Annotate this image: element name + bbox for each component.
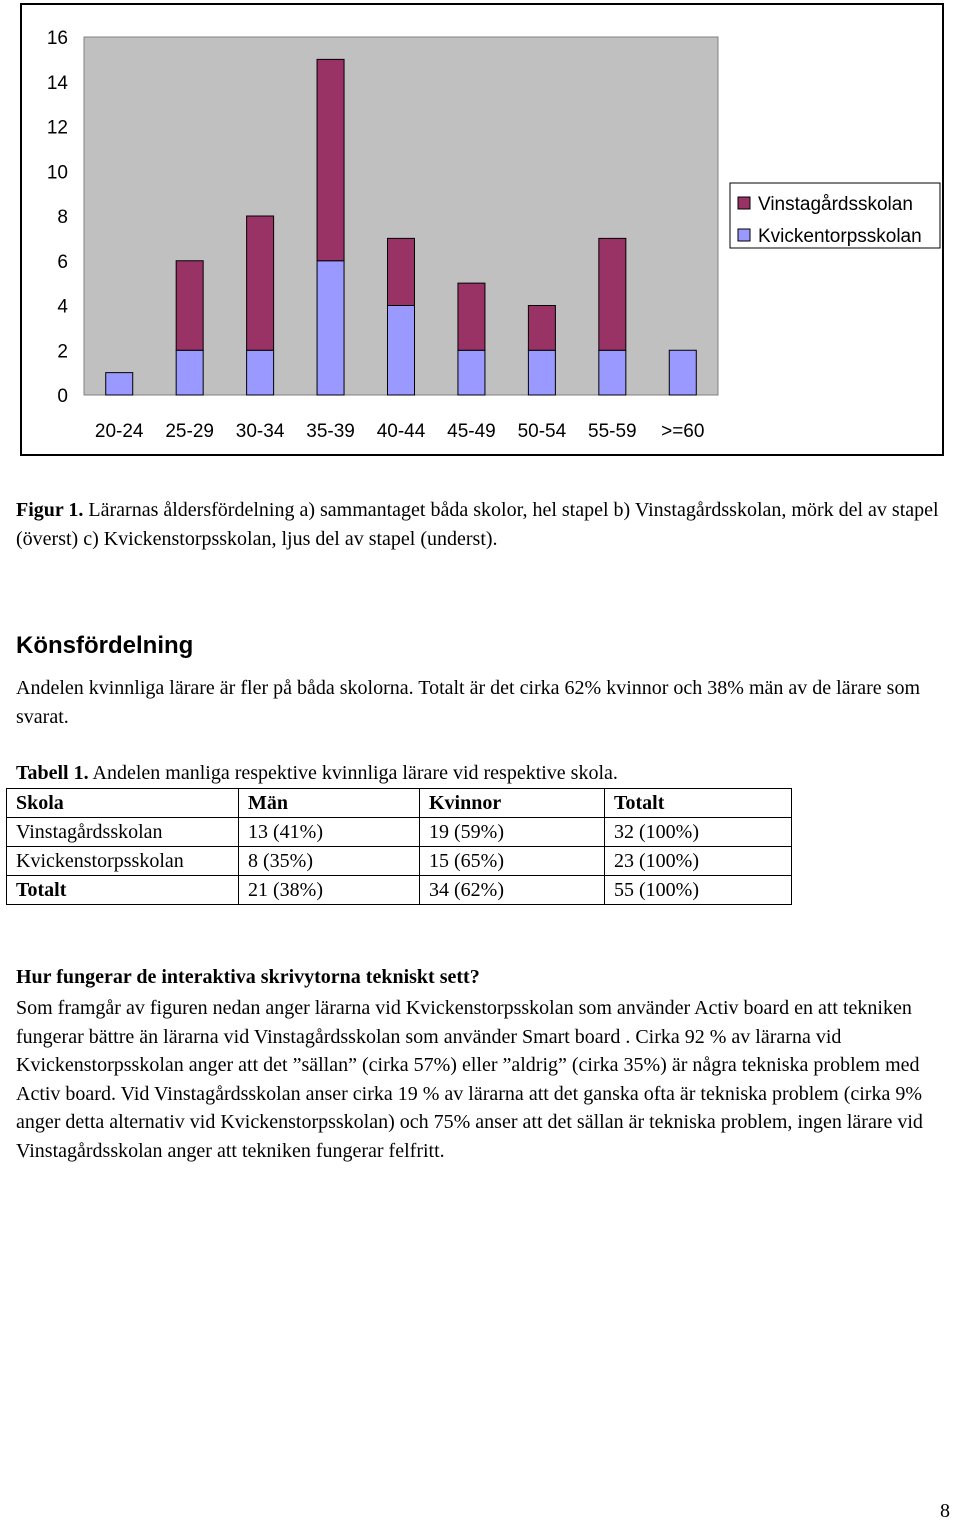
table-cell: Totalt [7, 876, 239, 905]
table-cell: 19 (59%) [420, 818, 605, 847]
x-tick-label: 45-49 [447, 421, 496, 442]
x-tick-label: 35-39 [306, 421, 355, 442]
x-tick-label: 40-44 [376, 421, 426, 442]
y-tick-label: 6 [57, 251, 68, 273]
bar-segment [317, 261, 344, 395]
tech-heading: Hur fungerar de interaktiva skrivytorna tekniskt sett? [16, 966, 480, 988]
legend-swatch [738, 229, 750, 241]
table-cell: Män [239, 789, 420, 818]
bar-segment [247, 350, 274, 395]
table-total-row [7, 876, 792, 905]
table-row [7, 818, 792, 847]
section-heading: Könsfördelning [16, 632, 194, 659]
x-tick-label: >=60 [661, 421, 705, 442]
legend-swatch [738, 197, 750, 209]
bar-segment [599, 350, 626, 395]
bar-segment [176, 350, 203, 395]
bar-segment [247, 216, 274, 350]
table-cell: Kvickenstorpsskolan [7, 847, 239, 876]
y-tick-label: 16 [46, 28, 68, 49]
x-tick-label: 55-59 [588, 421, 637, 442]
legend-label: Kvickentorpsskolan [758, 226, 922, 247]
table-cell: 55 (100%) [605, 876, 792, 905]
y-tick-label: 14 [46, 72, 68, 94]
tech-paragraph: Som framgår av figuren nedan anger lärarna vid Kvickenstorpsskolan som använder Activ board en att tekniken fungerar bättre än lärarna vid Vinstagårdsskolan som använder Smart board . Cirka 92 % av lärarna vid Kvickenstorpsskolan anger att det ”sällan” (cirka 57%) eller ”aldrig” (cirka 35%) är några tekniska problem med Activ board. Vid Vinstagårdsskolan anser cirka 19 % av lärarna att det ganska ofta är tekniska problem (cirka 9% anger detta alternativ vid Kvickenstorpsskolan) och 75% anser att det sällan är tekniska problem, ingen lärare vid Vinstagårdsskolan anger att tekniken fungerar felfritt. [16, 997, 923, 1162]
table-cell: 8 (35%) [239, 847, 420, 876]
bar-segment [176, 261, 203, 351]
legend-label: Vinstagårdsskolan [758, 194, 913, 215]
table-header-row [7, 789, 792, 818]
gender-paragraph: Andelen kvinnliga lärare är fler på båda skolorna. Totalt är det cirka 62% kvinnor och 38% män av de lärare som svarat. [16, 677, 921, 728]
x-tick-label: 25-29 [165, 421, 214, 442]
figure-caption-label: Figur 1. [16, 499, 84, 521]
table-caption [16, 759, 951, 788]
bar-segment [669, 350, 696, 395]
table-cell: 21 (38%) [239, 876, 420, 905]
bar-segment [106, 373, 133, 395]
table-cell: 13 (41%) [239, 818, 420, 847]
bar-segment [528, 350, 555, 395]
y-tick-label: 2 [57, 341, 68, 363]
table-cell: Skola [7, 789, 239, 818]
chart-canvas [22, 5, 942, 454]
bar-segment [388, 306, 415, 396]
table-cell: Totalt [605, 789, 792, 818]
page-number: 8 [940, 1500, 950, 1522]
bar-segment [458, 283, 485, 350]
table-cell: 32 (100%) [605, 818, 792, 847]
bar-segment [317, 59, 344, 260]
bar-segment [528, 306, 555, 351]
y-tick-label: 10 [46, 162, 68, 184]
x-tick-label: 20-24 [94, 421, 144, 442]
bar-segment [599, 238, 626, 350]
table-cell: 15 (65%) [420, 847, 605, 876]
table-cell: Kvinnor [420, 789, 605, 818]
y-tick-label: 8 [57, 207, 68, 228]
table-row [7, 847, 792, 876]
figure-caption-text: Lärarnas åldersfördelning a) sammantaget båda skolor, hel stapel b) Vinstagårdsskolan, mörk del av stapel (överst) c) Kvickenstorpsskolan, ljus del av stapel (underst). [16, 499, 939, 550]
x-tick-label: 50-54 [517, 421, 567, 442]
x-tick-label: 30-34 [235, 421, 285, 442]
table-cell: Vinstagårdsskolan [7, 818, 239, 847]
table-cell: 23 (100%) [605, 847, 792, 876]
figure-caption [16, 496, 951, 553]
y-tick-label: 0 [57, 386, 68, 407]
bar-segment [388, 238, 415, 305]
age-distribution-chart [20, 3, 944, 456]
y-tick-label: 4 [57, 296, 68, 318]
table-caption-label: Tabell 1. [16, 762, 89, 784]
bar-segment [458, 350, 485, 395]
y-tick-label: 12 [46, 117, 68, 139]
table-caption-text: Andelen manliga respektive kvinnliga lärare vid respektive skola. [88, 762, 618, 784]
gender-table [6, 788, 792, 905]
table-cell: 34 (62%) [420, 876, 605, 905]
